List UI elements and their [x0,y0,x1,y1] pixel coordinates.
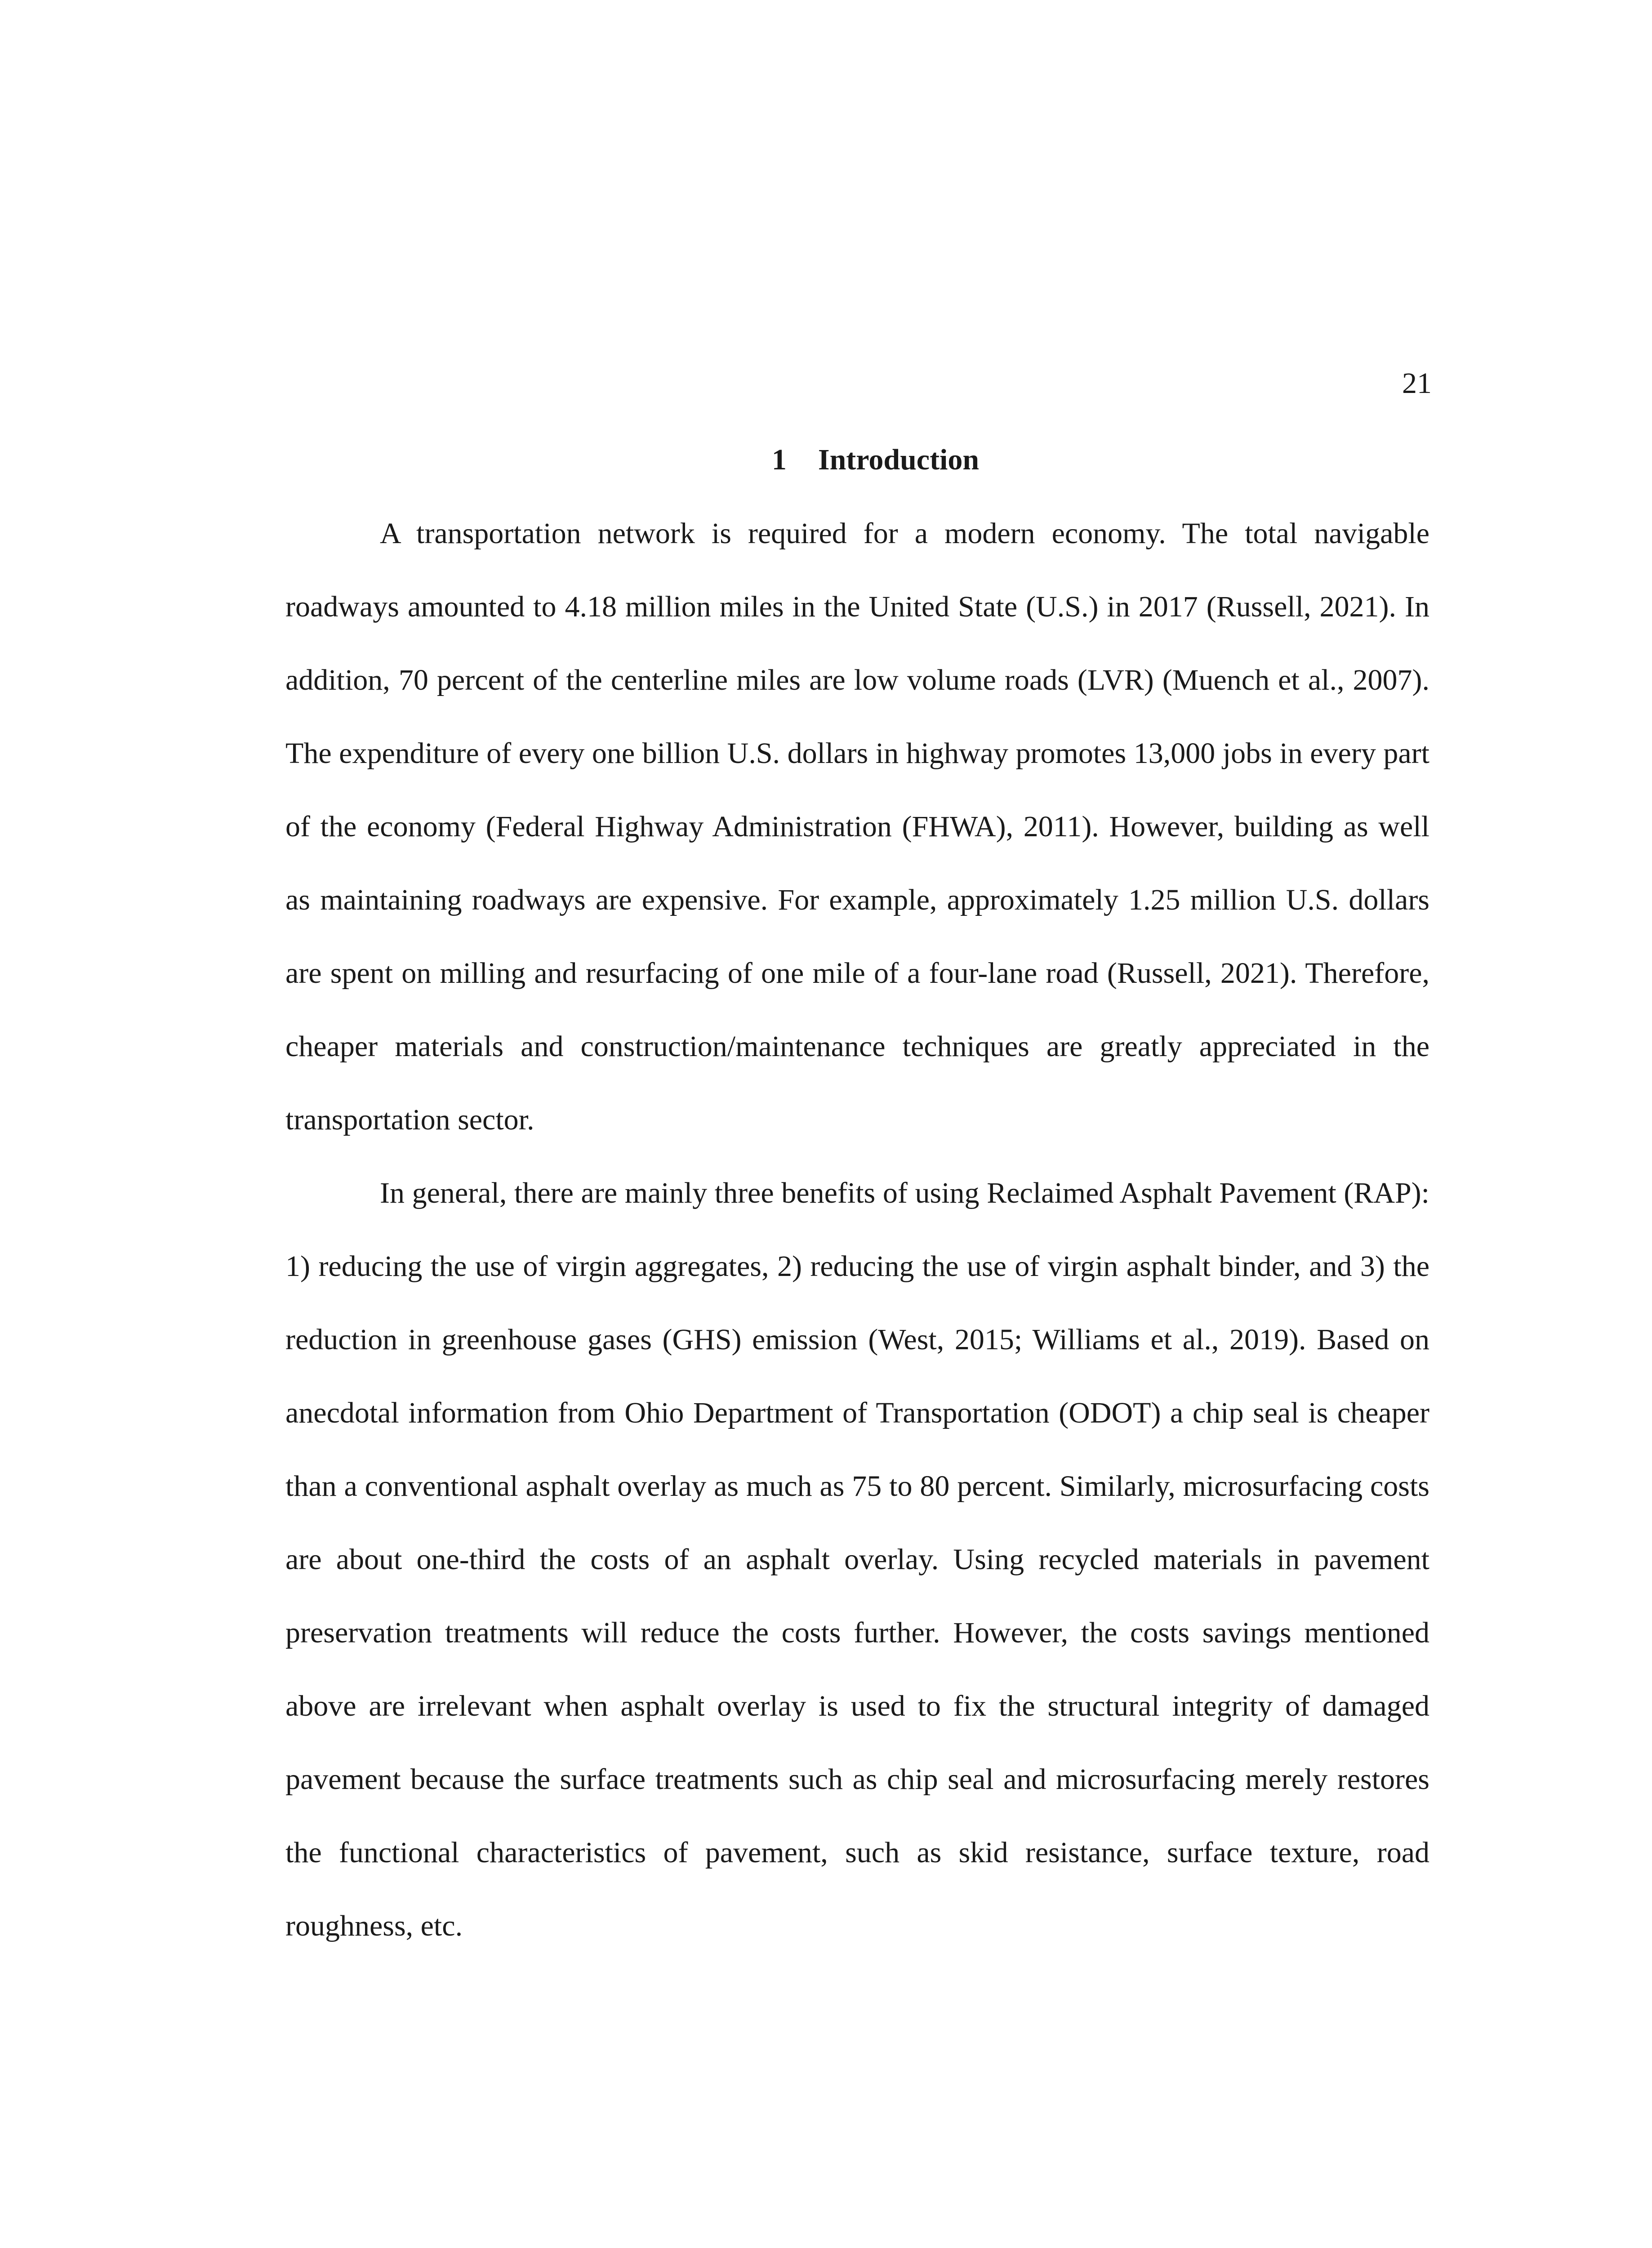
section-heading [0,445,1652,475]
paragraph-rap-benefits: In general, there are mainly three benefits of using Reclaimed Asphalt Pavement (RAP): 1) reducing the use of virgin aggregates, 2) reducing the use of virgin asphalt binder, and 3) the reduction in greenhouse gases (GHS) emission (West, 2015; Williams et al., 2019). Based on anecdotal information from Ohio Department of Transportation (ODOT) a chip seal is cheaper than a conventional asphalt overlay as much as 75 to 80 percent. Similarly, microsurfacing costs are about one-third the costs of an asphalt overlay. Using recycled materials in pavement preservation treatments will reduce the costs further. However, the costs savings mentioned above are irrelevant when asphalt overlay is used to fix the structural integrity of damaged pavement because the surface treatments such as chip seal and microsurfacing merely restores the functional characteristics of pavement, such as skid resistance, surface texture, road roughness, etc. [285,1177,1429,1942]
paragraph-transportation-network: A transportation network is required for a modern economy. The total navigable roadways amounted to 4.18 million miles in the United State (U.S.) in 2017 (Russell, 2021). In addition, 70 percent of the centerline miles are low volume roads (LVR) (Muench et al., 2007). The expenditure of every one billion U.S. dollars in highway promotes 13,000 jobs in every part of the economy (Federal Highway Administration (FHWA), 2011). However, building as well as maintaining roadways are expensive. For example, approximately 1.25 million U.S. dollars are spent on milling and resurfacing of one mile of a four-lane road (Russell, 2021). Therefore, cheaper materials and construction/maintenance techniques are greatly appreciated in the transportation sector. [285,517,1429,1136]
body-text [285,497,1429,1963]
section-number: 1 [771,443,787,476]
page-number: 21 [1402,367,1432,400]
section-title: Introduction [818,443,980,476]
